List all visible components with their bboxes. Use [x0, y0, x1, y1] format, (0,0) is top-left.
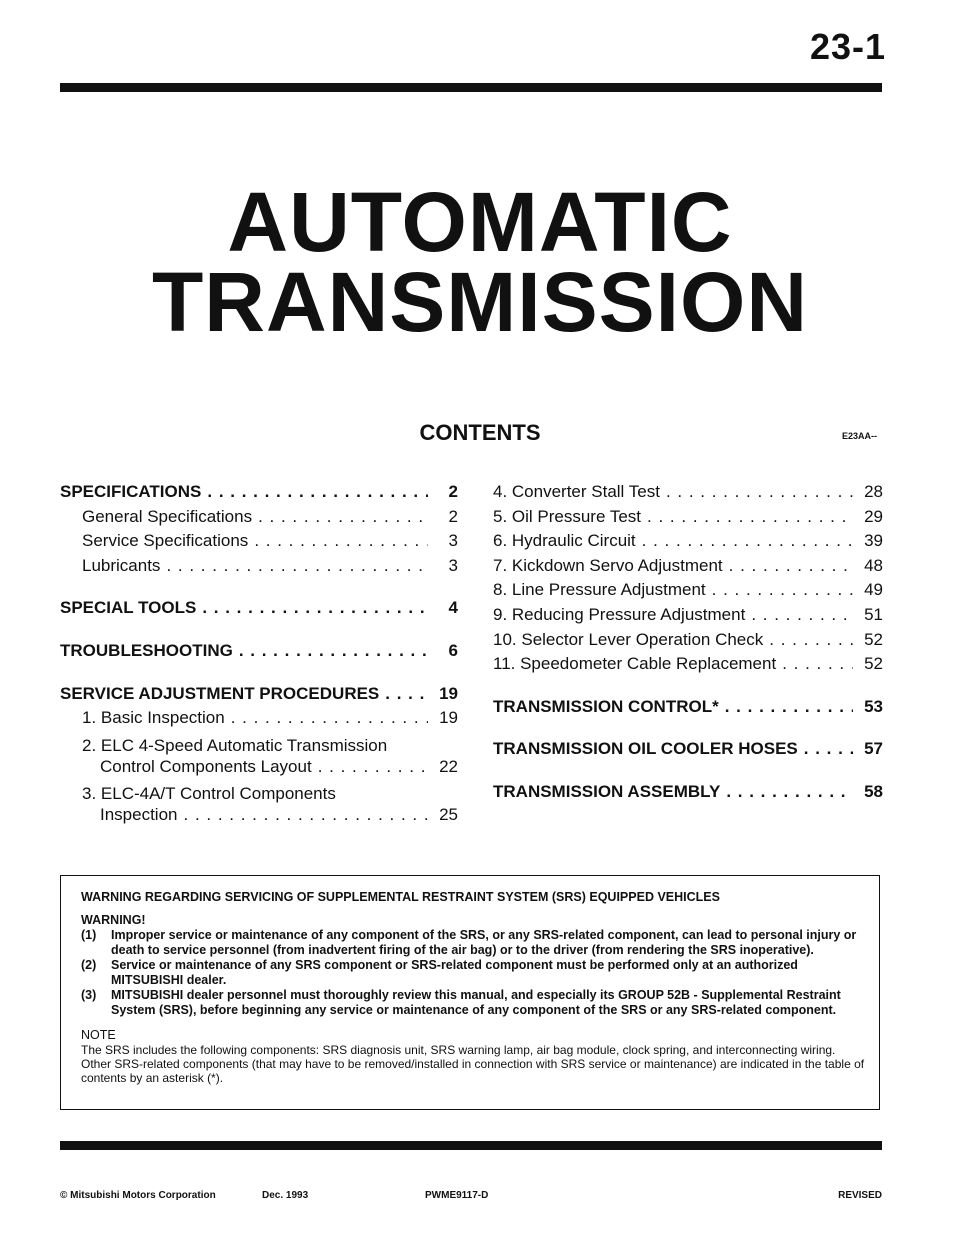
footer-copyright: © Mitsubishi Motors Corporation: [60, 1190, 216, 1201]
toc-leader: [666, 480, 853, 505]
toc-page: 52: [864, 654, 883, 674]
toc-entry-kickdown[interactable]: [493, 554, 883, 579]
toc-label: 11. Speedometer Cable Replacement: [493, 654, 777, 674]
warning-item: [81, 958, 865, 988]
toc-label: 6. Hydraulic Circuit: [493, 531, 636, 551]
toc-entry-service-adjustment[interactable]: [60, 682, 458, 707]
toc-entry-general-specifications[interactable]: [60, 505, 458, 530]
toc-page: 29: [864, 506, 883, 526]
toc-label: 9. Reducing Pressure Adjustment: [493, 604, 746, 624]
toc-leader: [725, 695, 853, 720]
toc-page: 28: [864, 482, 883, 501]
toc-entry-oil-pressure[interactable]: [493, 505, 883, 530]
toc-label: TRANSMISSION CONTROL*: [493, 696, 719, 716]
toc-leader: [385, 682, 428, 707]
toc-page: 19: [439, 708, 458, 728]
warning-item-text: Service or maintenance of any SRS component or SRS-related component must be performed only at an authorized MITSUBISHI dealer.: [111, 958, 798, 987]
toc-page: 3: [448, 555, 458, 575]
toc-page: 2: [448, 482, 458, 501]
toc-entry-lubricants[interactable]: [60, 554, 458, 579]
toc-label: 7. Kickdown Servo Adjustment: [493, 555, 723, 575]
toc-leader: [239, 639, 428, 664]
toc-entry-troubleshooting[interactable]: [60, 639, 458, 664]
section-code: E23AA--: [842, 431, 878, 441]
top-rule: [60, 83, 882, 92]
toc-label: 2. ELC 4-Speed Automatic Transmission: [82, 735, 388, 755]
toc-leader: [184, 804, 434, 825]
toc-label: 4. Converter Stall Test: [493, 482, 660, 501]
toc-leader: [258, 505, 428, 530]
toc-entry-stall-test[interactable]: [493, 480, 883, 505]
toc-entry-service-specifications[interactable]: [60, 529, 458, 554]
title-line-1: AUTOMATIC: [227, 175, 733, 269]
toc-page: 3: [448, 531, 458, 551]
toc-label: 5. Oil Pressure Test: [493, 506, 642, 526]
toc-label-continued: Control Components Layout: [100, 756, 312, 776]
toc-leader: [202, 596, 428, 621]
toc-label: 8. Line Pressure Adjustment: [493, 580, 706, 600]
toc-entry-hydraulic[interactable]: [493, 529, 883, 554]
toc-leader: [207, 480, 428, 505]
srs-warning-box: [60, 875, 880, 1110]
toc-left-column: [60, 476, 458, 825]
contents-heading: CONTENTS: [419, 420, 541, 445]
toc-label: TROUBLESHOOTING: [60, 640, 233, 660]
toc-leader: [318, 756, 433, 777]
toc-page: 6: [448, 640, 458, 660]
warning-item-number: (3): [81, 988, 97, 1002]
toc-leader: [254, 529, 428, 554]
title-line-2: TRANSMISSION: [151, 255, 809, 349]
toc-page: 58: [864, 781, 883, 801]
toc-page: 39: [864, 531, 883, 551]
toc-page: 2: [448, 506, 458, 526]
footer-date: Dec. 1993: [262, 1190, 309, 1201]
toc-entry-basic-inspection[interactable]: [60, 706, 458, 731]
toc-label-continued: Inspection: [100, 804, 178, 824]
page-number: 23-1: [809, 26, 886, 67]
warning-item-number: (1): [81, 928, 97, 942]
toc-entry-speedometer[interactable]: [493, 652, 883, 677]
toc-label: General Specifications: [82, 506, 253, 526]
footer-doc-code: PWME9117-D: [425, 1190, 489, 1201]
toc-entry-transmission-assembly[interactable]: [493, 780, 883, 805]
toc-page: 19: [439, 683, 458, 703]
toc-right-column: [493, 476, 883, 805]
toc-label: Service Specifications: [82, 531, 249, 551]
warning-item: [81, 928, 865, 958]
toc-page: 53: [864, 696, 883, 716]
footer-status: REVISED: [838, 1190, 882, 1201]
toc-entry-transmission-control[interactable]: [493, 695, 883, 720]
bottom-rule: [60, 1141, 882, 1150]
toc-page: 25: [439, 804, 458, 824]
toc-label: SPECIAL TOOLS: [60, 598, 197, 618]
toc-leader: [166, 554, 428, 579]
toc-page: 52: [864, 629, 883, 649]
toc-leader: [231, 706, 428, 731]
toc-leader: [726, 780, 853, 805]
note-text: The SRS includes the following components: SRS diagnosis unit, SRS warning lamp, air bag module, clock spring, and interconnecting wiring. Other SRS-related components (that may have to be removed/installed in connection with SRS service or maintenance) are indicated in the table of contents by an asterisk (*).: [81, 1043, 865, 1085]
warning-item-text: MITSUBISHI dealer personnel must thoroughly review this manual, and especially its GROUP 52B - Supplemental Restraint System (SRS), before beginning any service or maintenance of any component of the SRS or any SRS-related component.: [111, 988, 841, 1017]
toc-page: 48: [864, 555, 883, 575]
warning-item-text: Improper service or maintenance of any component of the SRS, or any SRS-related component, can lead to personal injury or death to service personnel (from inadvertent firing of the air bag) or to the driver (from rendering the SRS inoperative).: [111, 928, 857, 957]
toc-entry-specifications[interactable]: [60, 480, 458, 505]
toc-label: 1. Basic Inspection: [82, 708, 225, 728]
toc-leader: [751, 603, 853, 628]
toc-page: 49: [864, 580, 883, 600]
toc-entry-line-pressure[interactable]: [493, 578, 883, 603]
toc-label: 3. ELC-4A/T Control Components: [82, 783, 336, 803]
toc-label: TRANSMISSION OIL COOLER HOSES: [493, 739, 798, 759]
toc-entry-selector-lever[interactable]: [493, 628, 883, 653]
toc-entry-elc-layout[interactable]: [60, 735, 458, 777]
toc-label: TRANSMISSION ASSEMBLY: [493, 781, 721, 801]
toc-leader: [782, 652, 853, 677]
toc-entry-oil-cooler-hoses[interactable]: [493, 737, 883, 762]
toc-page: 4: [448, 598, 458, 618]
toc-entry-reducing-pressure[interactable]: [493, 603, 883, 628]
warning-heading: WARNING REGARDING SERVICING OF SUPPLEMENTAL RESTRAINT SYSTEM (SRS) EQUIPPED VEHICLES: [81, 890, 720, 904]
toc-leader: [804, 737, 853, 762]
toc-entry-elc-inspection[interactable]: [60, 783, 458, 825]
toc-page: 57: [864, 739, 883, 759]
warning-item: [81, 988, 865, 1018]
note-label: NOTE: [81, 1028, 116, 1042]
toc-label: 10. Selector Lever Operation Check: [493, 629, 764, 649]
toc-page: 51: [864, 604, 883, 624]
toc-label: Lubricants: [82, 555, 161, 575]
toc-label: SERVICE ADJUSTMENT PROCEDURES: [60, 683, 380, 703]
toc-entry-special-tools[interactable]: [60, 596, 458, 621]
warning-label: WARNING!: [81, 913, 146, 927]
toc-leader: [647, 505, 853, 530]
toc-page: 22: [439, 756, 458, 776]
warning-item-number: (2): [81, 958, 97, 972]
toc-label: SPECIFICATIONS: [60, 482, 202, 501]
toc-leader: [712, 578, 853, 603]
toc-leader: [642, 529, 853, 554]
toc-leader: [729, 554, 853, 579]
toc-leader: [769, 628, 853, 653]
